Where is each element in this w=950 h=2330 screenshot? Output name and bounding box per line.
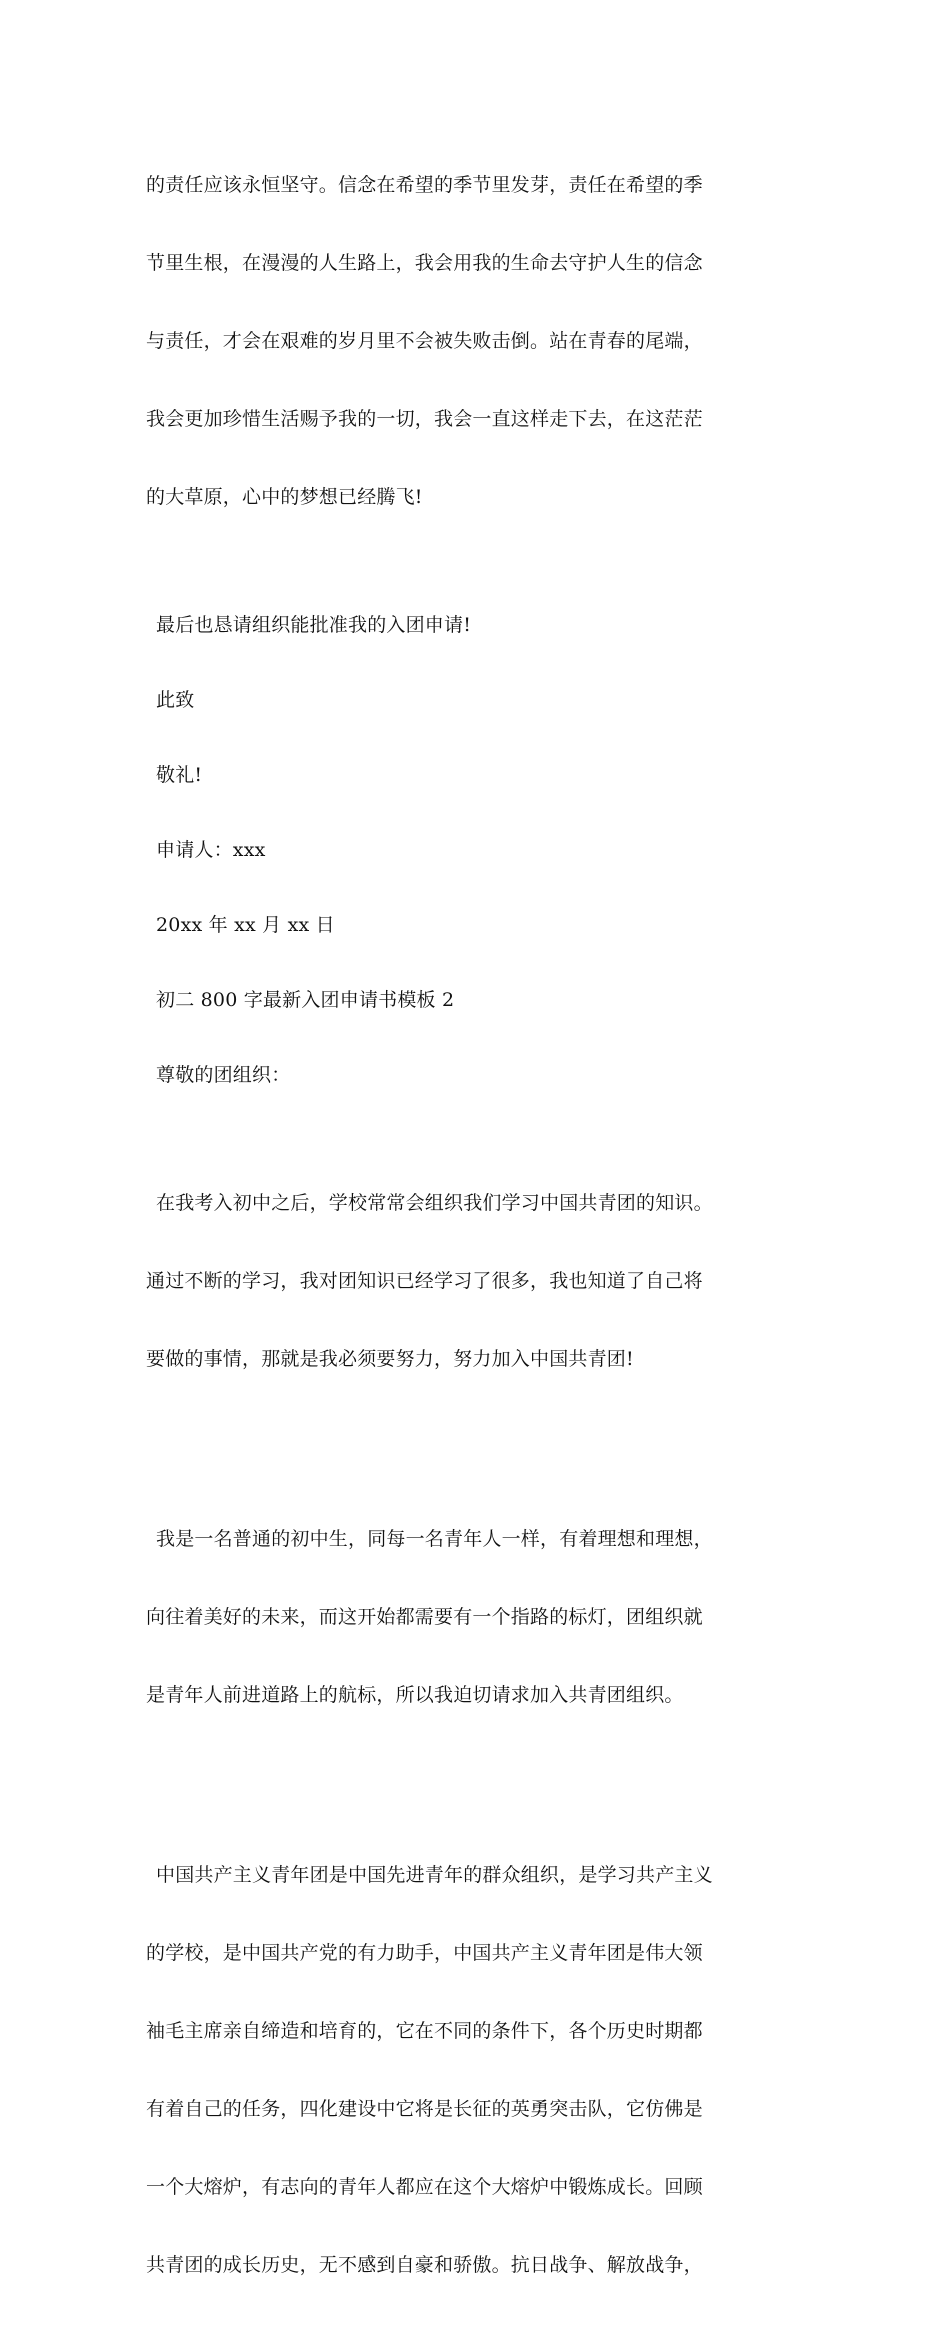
- text-line: 是青年人前进道路上的航标，所以我迫切请求加入共青团组织。: [146, 1684, 684, 1706]
- closing-line-2: 敬礼!: [156, 764, 203, 786]
- paragraph-aspiration: [146, 1474, 818, 1760]
- salutation: 尊敬的团组织：: [156, 1064, 291, 1086]
- text-line: 要做的事情，那就是我必须要努力，努力加入中国共青团!: [146, 1348, 634, 1370]
- text-line: 向往着美好的未来，而这开始都需要有一个指路的标灯，团组织就: [146, 1606, 703, 1628]
- text-line: 与责任，才会在艰难的岁月里不会被失败击倒。站在青春的尾端，: [146, 330, 703, 352]
- text-line: 的学校，是中国共产党的有力助手，中国共产主义青年团是伟大领: [146, 1942, 703, 1964]
- text-line: 我是一名普通的初中生，同每一名青年人一样，有着理想和理想，: [156, 1528, 713, 1550]
- paragraph-league-history: [146, 1810, 818, 2330]
- request-line: 最后也恳请组织能批准我的入团申请!: [156, 614, 472, 636]
- text-line: 有着自己的任务，四化建设中它将是长征的英勇突击队，它仿佛是: [146, 2098, 703, 2120]
- text-line: 的责任应该永恒坚守。信念在希望的季节里发芽，责任在希望的季: [146, 174, 703, 196]
- document-page: [146, 120, 818, 2330]
- text-line: 一个大熔炉，有志向的青年人都应在这个大熔炉中锻炼成长。回顾: [146, 2176, 703, 2198]
- text-line: 节里生根，在漫漫的人生路上，我会用我的生命去守护人生的信念: [146, 252, 703, 274]
- text-line: 在我考入初中之后，学校常常会组织我们学习中国共青团的知识。: [156, 1192, 713, 1214]
- text-line: 中国共产主义青年团是中国先进青年的群众组织，是学习共产主义: [156, 1864, 713, 1886]
- paragraph-commitment: [146, 120, 818, 562]
- text-line: 袖毛主席亲自缔造和培育的，它在不同的条件下，各个历史时期都: [146, 2020, 703, 2042]
- closing-line-1: 此致: [156, 689, 195, 711]
- text-line: 我会更加珍惜生活赐予我的一切，我会一直这样走下去，在这茫茫: [146, 408, 703, 430]
- applicant-line: 申请人：xxx: [156, 839, 266, 861]
- text-line: 共青团的成长历史，无不感到自豪和骄傲。抗日战争、解放战争，: [146, 2254, 703, 2276]
- text-line: 通过不断的学习，我对团知识已经学习了很多，我也知道了自己将: [146, 1270, 703, 1292]
- paragraph-intro: [146, 1138, 818, 1424]
- section-heading: 初二 800 字最新入团申请书模板 2: [156, 989, 455, 1011]
- date-line: 20xx 年 xx 月 xx 日: [156, 914, 335, 936]
- text-line: 的大草原，心中的梦想已经腾飞!: [146, 486, 423, 508]
